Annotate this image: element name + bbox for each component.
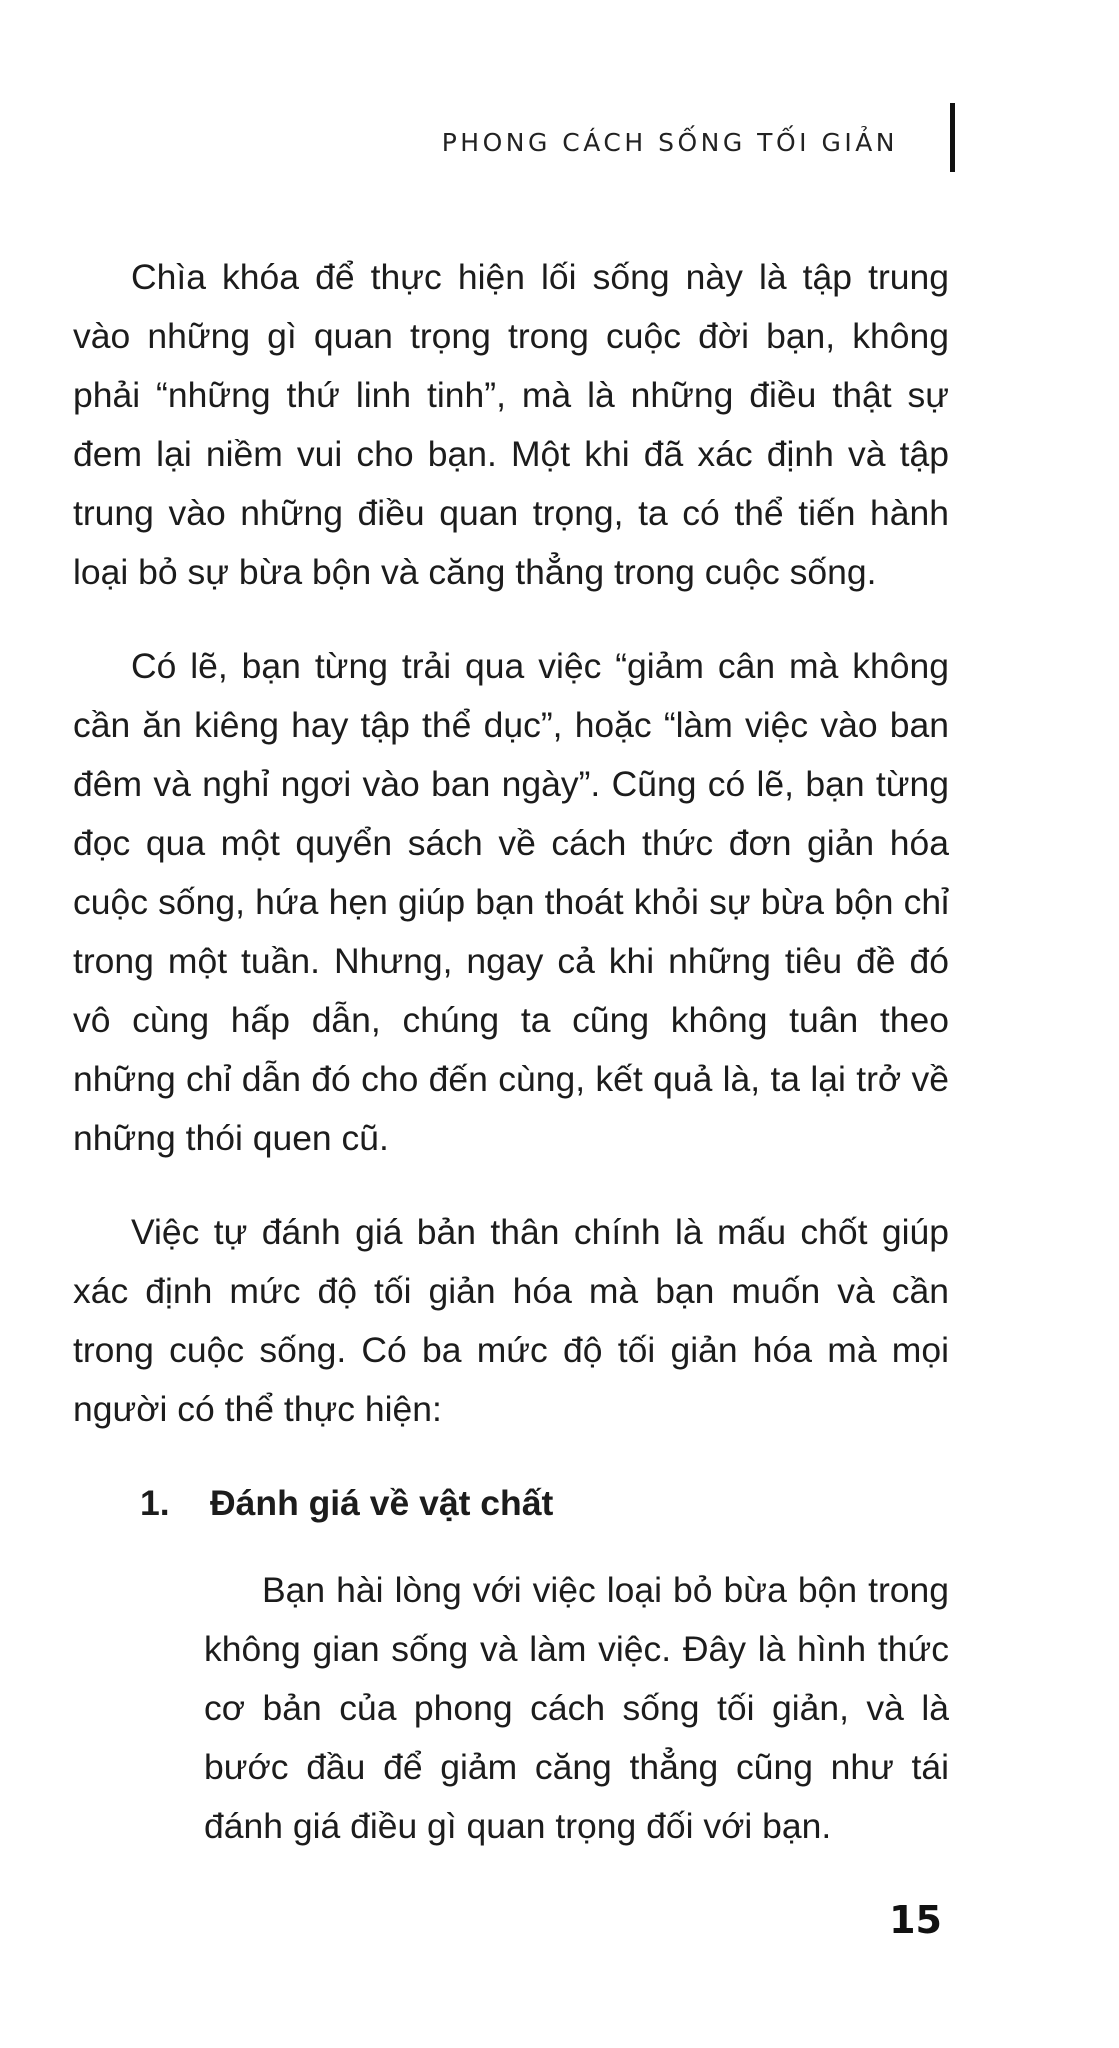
list-item-body: Bạn hài lòng với việc loại bỏ bừa bộn trong không gian sống và làm việc. Đây là hình thức cơ bản của phong cách sống tối giản, và là bước đầu để giảm căng thẳng cũng như tái đánh giá điều gì quan trọng đối với bạn.	[204, 1570, 949, 1846]
running-header-title: PHONG CÁCH SỐNG TỐI GIẢN	[441, 128, 898, 157]
paragraph-2: Có lẽ, bạn từng trải qua việc “giảm cân mà không cần ăn kiêng hay tập thể dục”, hoặc “làm việc vào ban đêm và nghỉ ngơi vào ban ngày”. Cũng có lẽ, bạn từng đọc qua một quyển sách về cách thức đơn giản hóa cuộc sống, hứa hẹn giúp bạn thoát khỏi sự bừa bộn chỉ trong một tuần. Nhưng, ngay cả khi những tiêu đề đó vô cùng hấp dẫn, chúng ta cũng không tuân theo những chỉ dẫn đó cho đến cùng, kết quả là, ta lại trở về những thói quen cũ.	[73, 646, 949, 1158]
paragraph-1: Chìa khóa để thực hiện lối sống này là tập trung vào những gì quan trọng trong cuộc đời bạn, không phải “những thứ linh tinh”, mà là những điều thật sự đem lại niềm vui cho bạn. Một khi đã xác định và tập trung vào những điều quan trọng, ta có thể tiến hành loại bỏ sự bừa bộn và căng thẳng trong cuộc sống.	[73, 257, 949, 592]
list-item-number: 1.	[140, 1483, 170, 1523]
header-divider-rule	[950, 103, 955, 172]
list-item-heading	[73, 1474, 949, 1533]
paragraph-3: Việc tự đánh giá bản thân chính là mấu chốt giúp xác định mức độ tối giản hóa mà bạn muốn và cần trong cuộc sống. Có ba mức độ tối giản hóa mà mọi người có thể thực hiện:	[73, 1212, 949, 1429]
list-item-1	[73, 1474, 949, 1856]
list-item-title: Đánh giá về vật chất	[210, 1483, 554, 1523]
page-number: 15	[889, 1898, 942, 1942]
body-text	[73, 248, 949, 1891]
